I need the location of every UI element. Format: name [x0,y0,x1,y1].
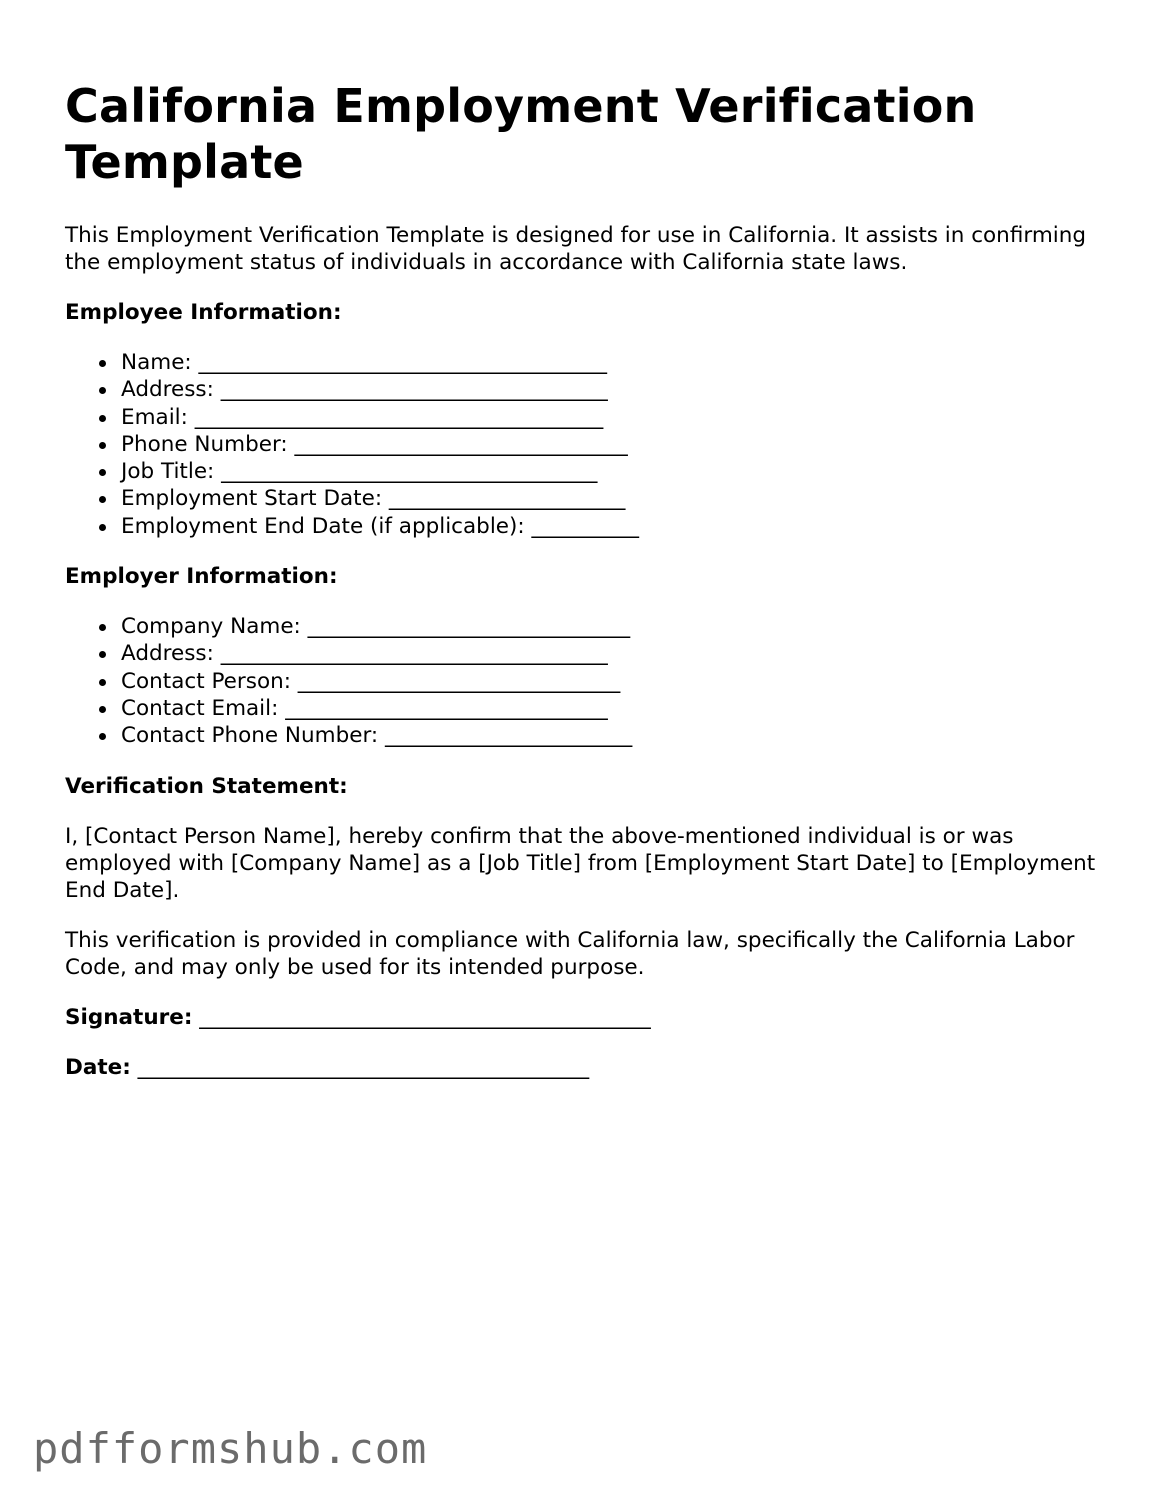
list-item: Name: ______________________________________ [121,349,1115,376]
date-blank: __________________________________________ [130,1054,590,1080]
employee-info-list [65,349,1115,540]
list-item: Job Title: ___________________________________ [121,458,1115,485]
employer-info-list [65,613,1115,749]
list-item: Phone Number: _______________________________ [121,431,1115,458]
list-item: Employment Start Date: ______________________ [121,485,1115,512]
list-item: Email: ______________________________________ [121,404,1115,431]
watermark: pdfformshub.com [33,1424,428,1473]
list-item: Address: ____________________________________ [121,376,1115,403]
signature-blank: __________________________________________ [192,1004,651,1030]
compliance-paragraph: This verification is provided in compliance with California law, specifically the California Labor Code, and may only be used for its intended purpose. [65,927,1075,980]
signature-line [65,1004,1115,1031]
employee-info-heading: Employee Information: [65,300,342,325]
page-title: California Employment Verification Template [65,79,977,189]
list-item: Employment End Date (if applicable): __________ [121,513,1115,540]
signature-label: Signature: [65,1004,193,1030]
list-item: Contact Email: ______________________________ [121,695,1115,722]
date-label: Date: [65,1054,131,1080]
list-item: Contact Person: ______________________________ [121,668,1115,695]
document-page [65,78,1115,1081]
date-line [65,1054,1115,1081]
list-item: Contact Phone Number: _______________________ [121,722,1115,749]
list-item: Company Name: ______________________________ [121,613,1115,640]
intro-paragraph: This Employment Verification Template is designed for use in California. It assists in confirming the employment status of individuals in accordance with California state laws. [65,223,1087,275]
employer-info-heading: Employer Information: [65,564,338,590]
verification-statement-text: I, [Contact Person Name], hereby confirm that the above-mentioned individual is or was employed with [Company Name] as a [Job Title] from [Employment Start Date] to [Employment End Date]. [65,823,1096,903]
list-item: Address: ____________________________________ [121,640,1115,667]
verification-statement-heading: Verification Statement: [65,773,348,799]
